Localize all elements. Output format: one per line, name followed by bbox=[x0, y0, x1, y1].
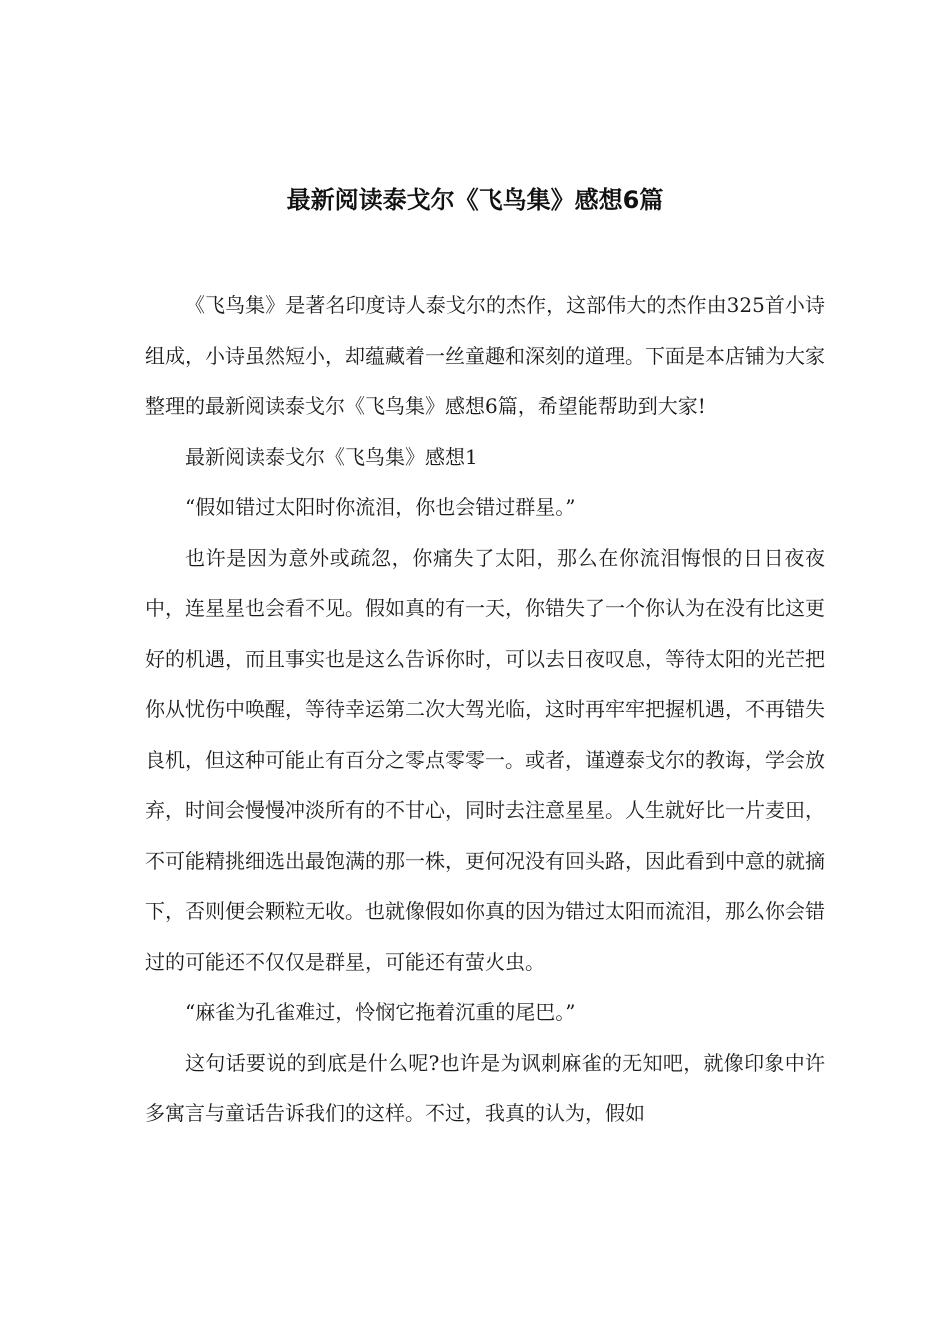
document-title: 最新阅读泰戈尔《飞鸟集》感想6篇 bbox=[286, 186, 664, 214]
body-paragraph: 也许是因为意外或疏忽，你痛失了太阳，那么在你流泪悔恨的日日夜夜中，连星星也会看不见。假如真的有一天，你错失了一个你认为在没有比这更好的机遇，而且事实也是这么告诉你时，可以去日夜叹息，等待太阳的光芒把你从忧伤中唤醒，等待幸运第二次大驾光临，这时再牢牢把握机遇，不再错失良机，但这种可能止有百分之零点零零一。或者，谨遵泰戈尔的教诲，学会放弃，时间会慢慢冲淡所有的不甘心，同时去注意星星。人生就好比一片麦田，不可能精挑细选出最饱满的那一株，更何况没有回头路，因此看到中意的就摘下，否则便会颗粒无收。也就像假如你真的因为错过太阳而流泪，那么你会错过的可能还不仅仅是群星，可能还有萤火虫。 bbox=[145, 545, 825, 974]
intro-paragraph: 《飞鸟集》是著名印度诗人泰戈尔的杰作，这部伟大的杰作由325首小诗组成，小诗虽然短小，却蕴藏着一丝童趣和深刻的道理。下面是本店铺为大家整理的最新阅读泰戈尔《飞鸟集》感想6篇，希望能帮助到大家! bbox=[145, 293, 825, 418]
quote-paragraph: “麻雀为孔雀难过，怜悯它拖着沉重的尾巴。” bbox=[185, 1000, 576, 1024]
document-body bbox=[145, 280, 825, 1139]
quote-paragraph: “假如错过太阳时你流泪，你也会错过群星。” bbox=[185, 495, 576, 519]
body-paragraph: 这句话要说的到底是什么呢?也许是为讽刺麻雀的无知吧，就像印象中许多寓言与童话告诉我们的这样。不过，我真的认为，假如 bbox=[145, 1050, 825, 1125]
section-heading: 最新阅读泰戈尔《飞鸟集》感想1 bbox=[185, 444, 478, 469]
